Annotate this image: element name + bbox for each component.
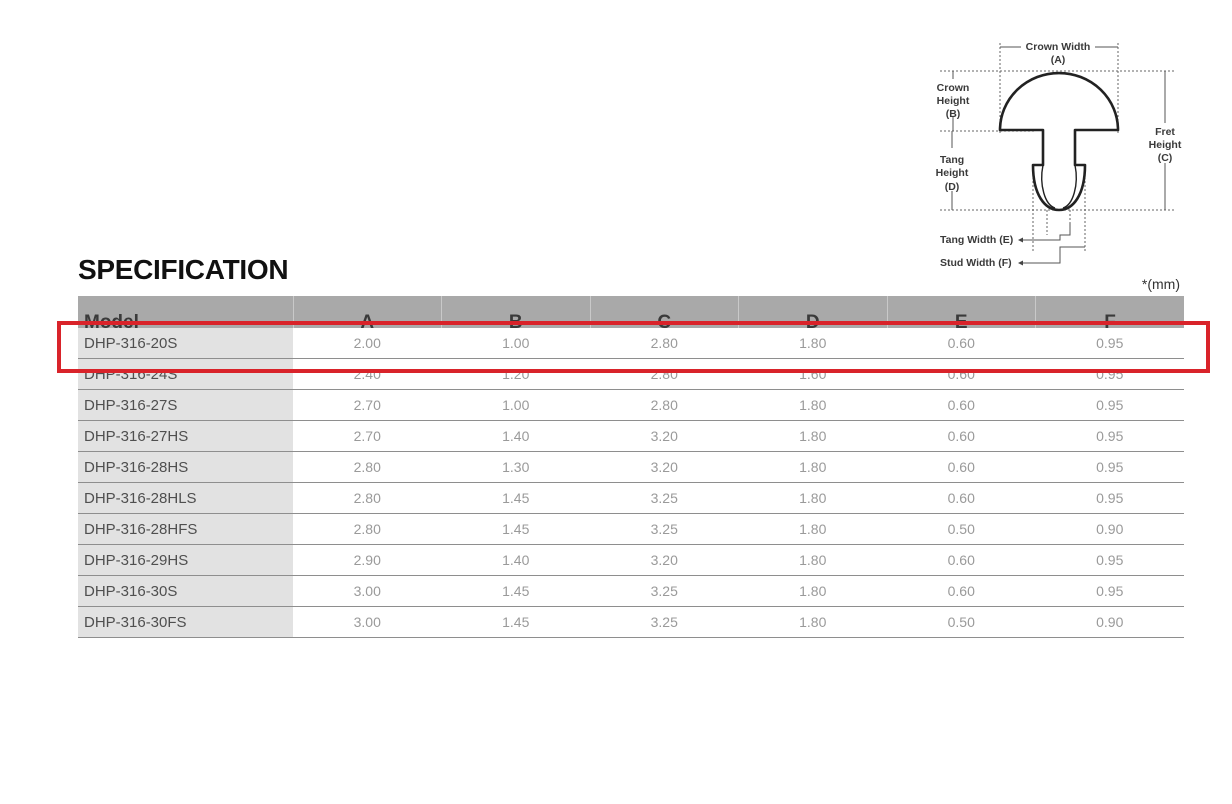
crown-height-label-line1: Crown bbox=[936, 82, 970, 94]
crown-width-symbol: (A) bbox=[1050, 54, 1066, 66]
cell-a: 2.80 bbox=[293, 452, 442, 483]
cell-f: 0.95 bbox=[1036, 421, 1185, 452]
cell-a: 2.70 bbox=[293, 390, 442, 421]
column-header-label: E bbox=[954, 312, 968, 333]
cell-e: 0.50 bbox=[887, 514, 1036, 545]
table-row bbox=[78, 576, 1184, 607]
cell-model: DHP-316-27S bbox=[78, 390, 293, 421]
table-row bbox=[78, 359, 1184, 390]
cell-model: DHP-316-27HS bbox=[78, 421, 293, 452]
cell-d: 1.80 bbox=[739, 607, 888, 638]
column-header-b bbox=[442, 296, 591, 333]
cell-d: 1.80 bbox=[739, 483, 888, 514]
column-header-e bbox=[887, 296, 1036, 333]
cell-e: 0.60 bbox=[887, 545, 1036, 576]
column-header-c bbox=[590, 296, 739, 333]
cell-b: 1.45 bbox=[442, 514, 591, 545]
cell-model: DHP-316-29HS bbox=[78, 545, 293, 576]
cell-f: 0.95 bbox=[1036, 359, 1185, 390]
cell-a: 2.90 bbox=[293, 545, 442, 576]
cell-e: 0.60 bbox=[887, 359, 1036, 390]
tang-width-label: Tang Width (E) bbox=[940, 234, 1014, 246]
cell-c: 3.25 bbox=[590, 483, 739, 514]
cell-f: 0.95 bbox=[1036, 328, 1185, 359]
cell-b: 1.40 bbox=[442, 421, 591, 452]
fret-height-label-line2: Height bbox=[1148, 139, 1182, 151]
fret-profile-diagram bbox=[925, 35, 1195, 270]
cell-f: 0.95 bbox=[1036, 576, 1185, 607]
cell-b: 1.45 bbox=[442, 576, 591, 607]
cell-d: 1.80 bbox=[739, 328, 888, 359]
table-row bbox=[78, 452, 1184, 483]
cell-f: 0.90 bbox=[1036, 607, 1185, 638]
cell-d: 1.80 bbox=[739, 576, 888, 607]
stud-width-label: Stud Width (F) bbox=[940, 257, 1012, 269]
column-header-label: B bbox=[508, 312, 523, 333]
cell-a: 2.00 bbox=[293, 328, 442, 359]
unit-note: *(mm) bbox=[1141, 276, 1180, 292]
tang-height-symbol: (D) bbox=[944, 181, 960, 193]
column-header-label: C bbox=[657, 312, 672, 333]
cell-a: 2.80 bbox=[293, 514, 442, 545]
column-header-label: Model bbox=[84, 312, 139, 333]
cell-f: 0.95 bbox=[1036, 483, 1185, 514]
table-row bbox=[78, 545, 1184, 576]
cell-c: 3.25 bbox=[590, 576, 739, 607]
cell-c: 2.80 bbox=[590, 359, 739, 390]
crown-height-symbol: (B) bbox=[945, 108, 961, 120]
table-row bbox=[78, 514, 1184, 545]
table-row bbox=[78, 607, 1184, 638]
crown-height-label-line2: Height bbox=[936, 95, 970, 107]
table-row bbox=[78, 328, 1184, 359]
cell-model: DHP-316-24S bbox=[78, 359, 293, 390]
cell-e: 0.60 bbox=[887, 390, 1036, 421]
cell-c: 3.20 bbox=[590, 421, 739, 452]
table-body bbox=[78, 328, 1184, 638]
tang-height-label-line1: Tang bbox=[939, 154, 965, 166]
column-header-label: F bbox=[1104, 312, 1116, 333]
cell-model: DHP-316-30S bbox=[78, 576, 293, 607]
tang-height-label-line2: Height bbox=[935, 167, 969, 179]
cell-c: 2.80 bbox=[590, 390, 739, 421]
cell-b: 1.45 bbox=[442, 483, 591, 514]
column-header-a bbox=[293, 296, 442, 333]
cell-d: 1.80 bbox=[739, 514, 888, 545]
cell-d: 1.80 bbox=[739, 452, 888, 483]
header-row bbox=[78, 296, 1184, 328]
cell-d: 1.60 bbox=[739, 359, 888, 390]
cell-b: 1.20 bbox=[442, 359, 591, 390]
cell-e: 0.50 bbox=[887, 607, 1036, 638]
column-header-label: D bbox=[805, 312, 820, 333]
fret-height-label-line1: Fret bbox=[1155, 126, 1175, 138]
cell-a: 3.00 bbox=[293, 576, 442, 607]
cell-model: DHP-316-28HS bbox=[78, 452, 293, 483]
cell-d: 1.80 bbox=[739, 390, 888, 421]
column-header-f bbox=[1036, 296, 1185, 333]
cell-model: DHP-316-28HLS bbox=[78, 483, 293, 514]
cell-a: 2.80 bbox=[293, 483, 442, 514]
cell-e: 0.60 bbox=[887, 483, 1036, 514]
column-header-model bbox=[78, 296, 293, 333]
cell-f: 0.90 bbox=[1036, 514, 1185, 545]
table-row bbox=[78, 483, 1184, 514]
fret-height-symbol: (C) bbox=[1157, 152, 1173, 164]
cell-d: 1.80 bbox=[739, 545, 888, 576]
specification-table bbox=[78, 296, 1184, 638]
table-row bbox=[78, 421, 1184, 452]
cell-f: 0.95 bbox=[1036, 545, 1185, 576]
cell-c: 2.80 bbox=[590, 328, 739, 359]
column-header-label: A bbox=[360, 312, 375, 333]
cell-model: DHP-316-30FS bbox=[78, 607, 293, 638]
cell-model: DHP-316-20S bbox=[78, 328, 293, 359]
cell-b: 1.30 bbox=[442, 452, 591, 483]
cell-b: 1.00 bbox=[442, 390, 591, 421]
cell-c: 3.20 bbox=[590, 452, 739, 483]
cell-c: 3.25 bbox=[590, 514, 739, 545]
fret-profile-svg bbox=[925, 35, 1195, 270]
cell-a: 2.40 bbox=[293, 359, 442, 390]
cell-b: 1.45 bbox=[442, 607, 591, 638]
cell-a: 3.00 bbox=[293, 607, 442, 638]
cell-b: 1.40 bbox=[442, 545, 591, 576]
table-header bbox=[78, 296, 1184, 333]
cell-e: 0.60 bbox=[887, 328, 1036, 359]
cell-c: 3.20 bbox=[590, 545, 739, 576]
cell-f: 0.95 bbox=[1036, 390, 1185, 421]
cell-e: 0.60 bbox=[887, 421, 1036, 452]
column-header-d bbox=[739, 296, 888, 333]
section-title: SPECIFICATION bbox=[78, 254, 289, 285]
cell-model: DHP-316-28HFS bbox=[78, 514, 293, 545]
cell-e: 0.60 bbox=[887, 576, 1036, 607]
cell-a: 2.70 bbox=[293, 421, 442, 452]
table-row bbox=[78, 390, 1184, 421]
cell-d: 1.80 bbox=[739, 421, 888, 452]
cell-e: 0.60 bbox=[887, 452, 1036, 483]
cell-f: 0.95 bbox=[1036, 452, 1185, 483]
cell-c: 3.25 bbox=[590, 607, 739, 638]
crown-width-label: Crown Width bbox=[1025, 41, 1091, 53]
cell-b: 1.00 bbox=[442, 328, 591, 359]
